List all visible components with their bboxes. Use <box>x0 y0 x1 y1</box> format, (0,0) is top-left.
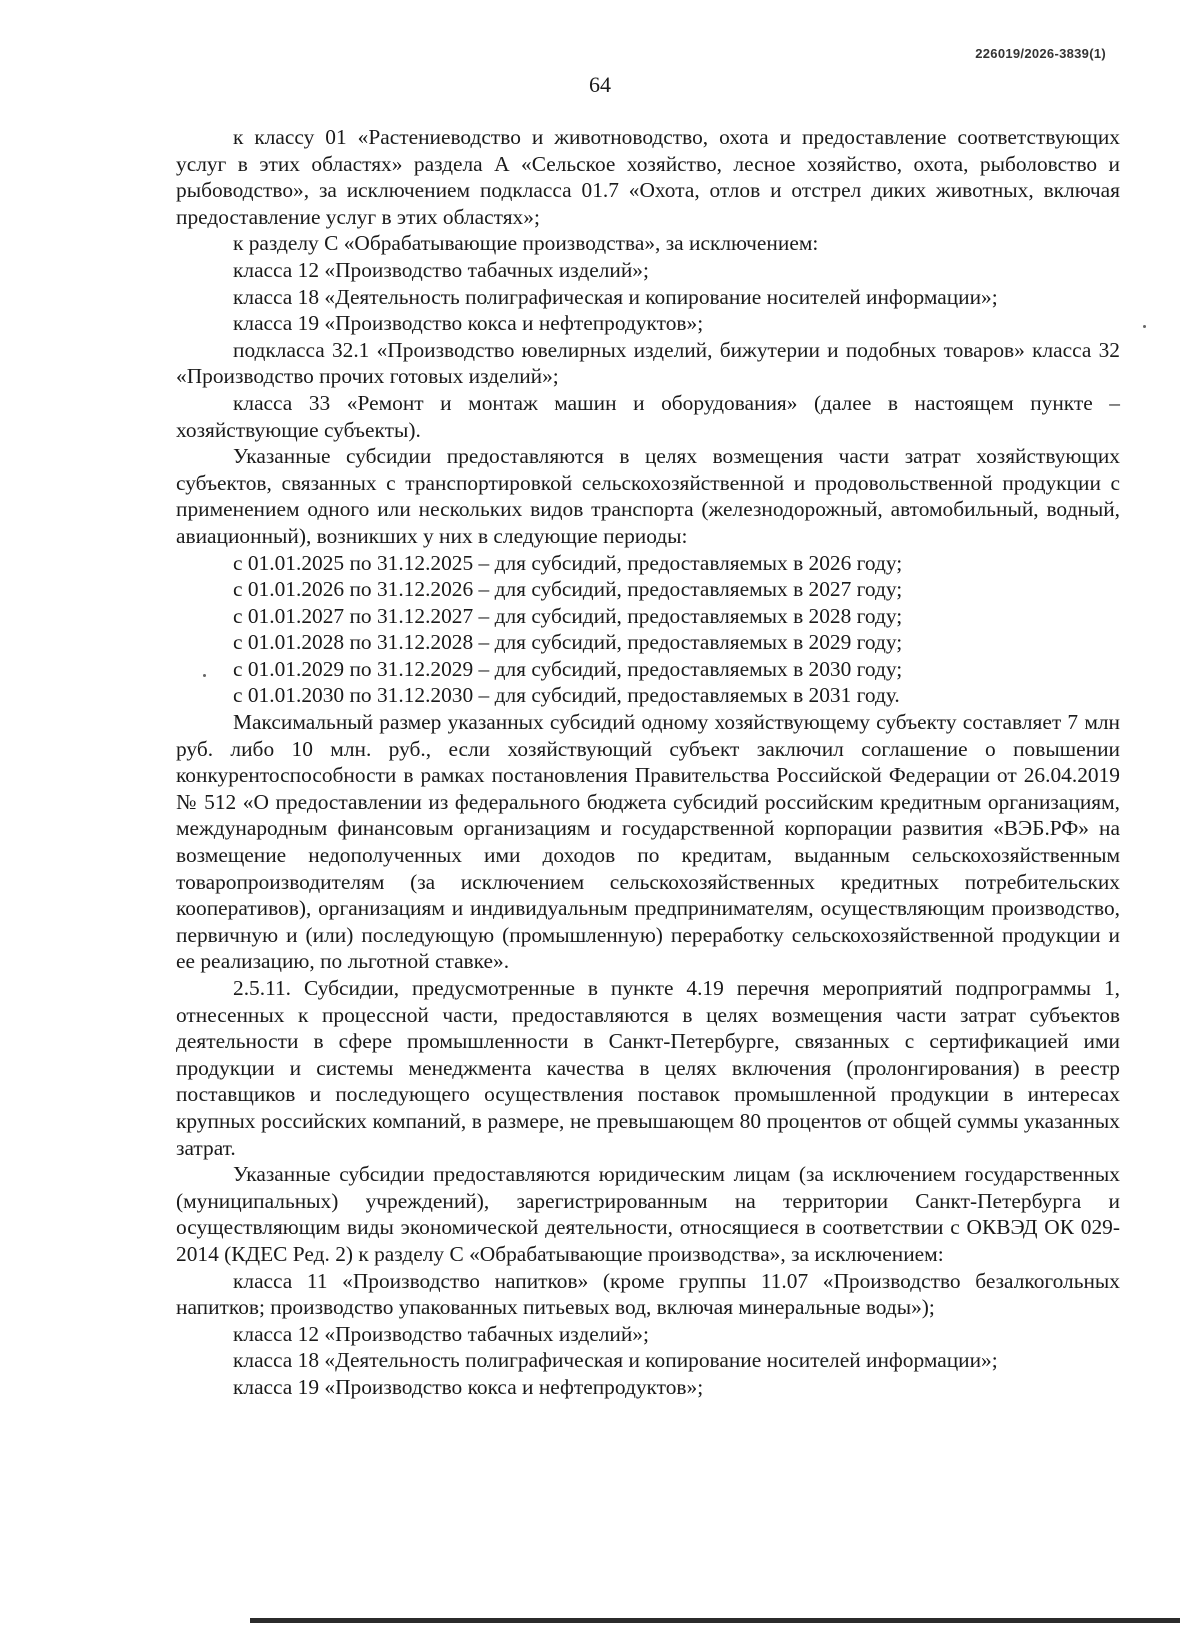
period-item: с 01.01.2030 по 31.12.2030 – для субсидий, предоставляемых в 2031 году. <box>233 683 900 708</box>
paragraph: к классу 01 «Растениеводство и животноводство, охота и предоставление соответствующих услуг в этих областях» раздела А «Сельское хозяйство, лесное хозяйство, охота, рыболовство и рыбоводство», за исключением подкласса 01.7 «Охота, отлов и отстрел диких животных, включая предоставление услуг в этих областях»; <box>176 125 1120 229</box>
paragraph: Максимальный размер указанных субсидий одному хозяйствующему субъекту составляет 7 млн руб. либо 10 млн. руб., если хозяйствующий субъект заключил соглашение о повышении конкурентоспособности в рамках постановления Правительства Российской Федерации от 26.04.2019 № 512 «О предоставлении из федерального бюджета субсидий российским кредитным организациям, международным финансовым организациям и государственной корпорации развития «ВЭБ.РФ» на возмещение недополученных ими доходов по кредитам, выданным сельскохозяйственным товаропроизводителям (за исключением сельскохозяйственных кредитных потребительских кооперативов), организациям и индивидуальным предпринимателям, осуществляющим производство, первичную и (или) последующую (промышленную) переработку сельскохозяйственной продукции и ее реализацию, по льготной ставке». <box>176 710 1120 974</box>
document-body <box>176 124 1120 1401</box>
list-item: класса 19 «Производство кокса и нефтепродуктов»; <box>233 1374 704 1399</box>
paragraph: к разделу С «Обрабатывающие производства», за исключением: <box>233 231 819 256</box>
clause-2-5-11: 2.5.11. Субсидии, предусмотренные в пункте 4.19 перечня мероприятий подпрограммы 1, отнесенных к процессной части, предоставляются в целях возмещения части затрат субъектов деятельности в сфере промышленности в Санкт-Петербурге, связанных с сертификацией ими продукции и системы менеджмента качества в целях включения (пролонгирования) в реестр поставщиков и последующего осуществления поставок промышленной продукции в интересах крупных российских компаний, в размере, не превышающем 80 процентов от общей суммы указанных затрат. <box>176 976 1120 1160</box>
period-item: с 01.01.2025 по 31.12.2025 – для субсидий, предоставляемых в 2026 году; <box>233 550 903 575</box>
period-item: с 01.01.2028 по 31.12.2028 – для субсидий, предоставляемых в 2029 году; <box>233 630 903 655</box>
list-item: подкласса 32.1 «Производство ювелирных изделий, бижутерии и подобных товаров» класса 32 «Производство прочих готовых изделий»; <box>176 337 1120 389</box>
list-item: класса 19 «Производство кокса и нефтепродуктов»; <box>233 311 704 336</box>
period-item: с 01.01.2029 по 31.12.2029 – для субсидий, предоставляемых в 2030 году; <box>233 656 903 681</box>
period-item: с 01.01.2026 по 31.12.2026 – для субсидий, предоставляемых в 2027 году; <box>233 577 903 602</box>
list-item: класса 12 «Производство табачных изделий»; <box>233 257 649 282</box>
scan-speck <box>203 674 206 677</box>
paragraph: Указанные субсидии предоставляются в целях возмещения части затрат хозяйствующих субъектов, связанных с транспортировкой сельскохозяйственной и продовольственной продукции с применением одного или нескольких видов транспорта (железнодорожный, автомобильный, водный, авиационный), возникших у них в следующие периоды: <box>176 444 1120 548</box>
list-item: класса 33 «Ремонт и монтаж машин и оборудования» (далее в настоящем пункте – хозяйствующие субъекты). <box>176 390 1120 442</box>
list-item: класса 11 «Производство напитков» (кроме группы 11.07 «Производство безалкогольных напитков; производство упакованных питьевых вод, включая минеральные воды»); <box>176 1268 1120 1320</box>
period-item: с 01.01.2027 по 31.12.2027 – для субсидий, предоставляемых в 2028 году; <box>233 603 903 628</box>
list-item: класса 18 «Деятельность полиграфическая и копирование носителей информации»; <box>233 284 998 309</box>
scan-bottom-edge <box>250 1618 1180 1623</box>
list-item: класса 18 «Деятельность полиграфическая и копирование носителей информации»; <box>233 1348 998 1373</box>
document-registration-number: 226019/2026-3839(1) <box>975 46 1106 61</box>
paragraph: Указанные субсидии предоставляются юридическим лицам (за исключением государственных (муниципальных) учреждений), зарегистрированным на территории Санкт-Петербурга и осуществляющим виды экономической деятельности, относящиеся в соответствии с ОКВЭД ОК 029-2014 (КДЕС Ред. 2) к разделу С «Обрабатывающие производства», за исключением: <box>176 1162 1120 1266</box>
list-item: класса 12 «Производство табачных изделий»; <box>233 1321 649 1346</box>
scan-speck <box>1143 325 1146 328</box>
page-number: 64 <box>589 72 611 97</box>
